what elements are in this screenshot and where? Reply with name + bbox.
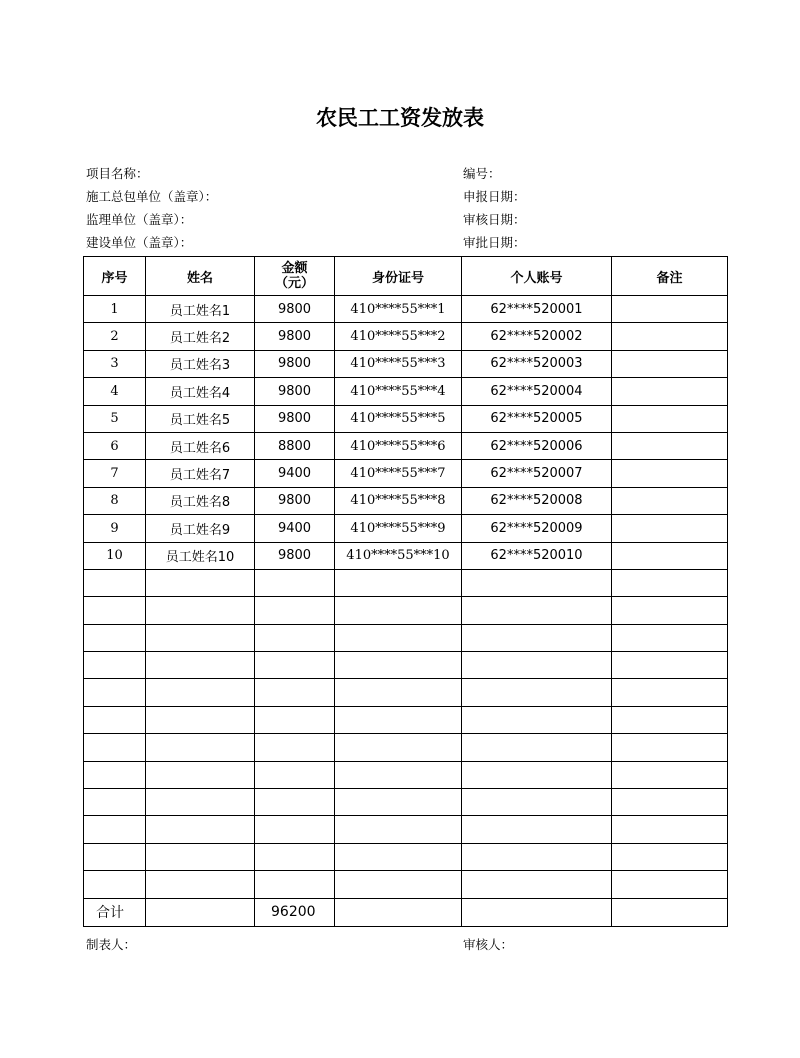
empty-cell — [462, 624, 612, 651]
empty-cell — [255, 734, 335, 761]
empty-cell — [335, 597, 462, 624]
empty-cell — [255, 624, 335, 651]
table-row — [84, 350, 728, 377]
empty-cell — [462, 597, 612, 624]
empty-cell — [612, 706, 728, 733]
empty-cell — [84, 706, 146, 733]
empty-cell — [146, 679, 255, 706]
maker-label: 制表人： — [86, 937, 137, 952]
empty-cell — [255, 871, 335, 898]
cell-amount: 9800 — [255, 405, 335, 432]
cell-amount: 9400 — [255, 460, 335, 487]
empty-cell — [612, 597, 728, 624]
empty-row — [84, 761, 728, 788]
cell-name: 员工姓名8 — [146, 487, 255, 514]
empty-cell — [146, 597, 255, 624]
cell-name: 员工姓名5 — [146, 405, 255, 432]
cell-seq: 5 — [84, 405, 146, 432]
empty-cell — [335, 624, 462, 651]
empty-cell — [84, 816, 146, 843]
cell-note — [612, 296, 728, 323]
empty-cell — [146, 624, 255, 651]
empty-cell — [84, 734, 146, 761]
table-body — [84, 296, 728, 927]
header-id-number: 身份证号 — [335, 257, 462, 296]
cell-seq: 7 — [84, 460, 146, 487]
cell-name: 员工姓名2 — [146, 323, 255, 350]
empty-row — [84, 843, 728, 870]
empty-cell — [84, 569, 146, 596]
cell-note — [612, 323, 728, 350]
empty-cell — [255, 843, 335, 870]
total-empty-cell — [335, 898, 462, 926]
cell-seq: 1 — [84, 296, 146, 323]
header-note: 备注 — [612, 257, 728, 296]
empty-row — [84, 679, 728, 706]
cell-name: 员工姓名6 — [146, 432, 255, 459]
cell-account: 62****520002 — [462, 323, 612, 350]
table-row — [84, 542, 728, 569]
empty-cell — [255, 761, 335, 788]
empty-cell — [146, 569, 255, 596]
cell-name: 员工姓名9 — [146, 515, 255, 542]
empty-cell — [335, 816, 462, 843]
empty-cell — [146, 652, 255, 679]
cell-seq: 3 — [84, 350, 146, 377]
cell-seq: 6 — [84, 432, 146, 459]
empty-cell — [335, 871, 462, 898]
construction-unit-label: 建设单位（盖章）： — [86, 235, 193, 250]
cell-note — [612, 487, 728, 514]
cell-id-number: 410****55***4 — [335, 378, 462, 405]
cell-id-number: 410****55***10 — [335, 542, 462, 569]
cell-account: 62****520003 — [462, 350, 612, 377]
cell-account: 62****520005 — [462, 405, 612, 432]
cell-name: 员工姓名4 — [146, 378, 255, 405]
header-name: 姓名 — [146, 257, 255, 296]
empty-row — [84, 816, 728, 843]
cell-id-number: 410****55***8 — [335, 487, 462, 514]
empty-row — [84, 871, 728, 898]
empty-cell — [462, 679, 612, 706]
cell-account: 62****520007 — [462, 460, 612, 487]
cell-account: 62****520008 — [462, 487, 612, 514]
empty-cell — [612, 843, 728, 870]
empty-cell — [335, 706, 462, 733]
total-empty-cell — [612, 898, 728, 926]
cell-id-number: 410****55***2 — [335, 323, 462, 350]
total-amount: 96200 — [255, 898, 335, 926]
cell-name: 员工姓名3 — [146, 350, 255, 377]
cell-note — [612, 350, 728, 377]
cell-amount: 9800 — [255, 296, 335, 323]
total-empty-cell — [462, 898, 612, 926]
page-title: 农民工工资发放表 — [316, 106, 484, 130]
cell-id-number: 410****55***7 — [335, 460, 462, 487]
empty-cell — [84, 789, 146, 816]
cell-seq: 9 — [84, 515, 146, 542]
empty-cell — [84, 871, 146, 898]
cell-account: 62****520010 — [462, 542, 612, 569]
empty-cell — [462, 789, 612, 816]
cell-id-number: 410****55***6 — [335, 432, 462, 459]
empty-cell — [612, 679, 728, 706]
empty-cell — [255, 569, 335, 596]
table-row — [84, 515, 728, 542]
table-row — [84, 487, 728, 514]
cell-seq: 10 — [84, 542, 146, 569]
empty-cell — [612, 624, 728, 651]
empty-cell — [612, 761, 728, 788]
empty-row — [84, 624, 728, 651]
empty-cell — [335, 679, 462, 706]
table-row — [84, 378, 728, 405]
table-row — [84, 460, 728, 487]
empty-cell — [84, 843, 146, 870]
empty-cell — [335, 569, 462, 596]
empty-cell — [84, 624, 146, 651]
table-header-row — [84, 257, 728, 296]
approval-date-label: 审批日期： — [463, 235, 526, 250]
cell-seq: 4 — [84, 378, 146, 405]
empty-cell — [462, 706, 612, 733]
empty-cell — [462, 652, 612, 679]
cell-account: 62****520001 — [462, 296, 612, 323]
empty-cell — [612, 569, 728, 596]
table-row — [84, 323, 728, 350]
empty-cell — [255, 679, 335, 706]
cell-amount: 9800 — [255, 350, 335, 377]
cell-note — [612, 542, 728, 569]
header-seq: 序号 — [84, 257, 146, 296]
empty-cell — [146, 843, 255, 870]
cell-account: 62****520009 — [462, 515, 612, 542]
cell-amount: 9800 — [255, 323, 335, 350]
empty-row — [84, 569, 728, 596]
empty-cell — [612, 789, 728, 816]
project-name-label: 项目名称： — [86, 166, 149, 181]
empty-row — [84, 652, 728, 679]
total-empty-cell — [146, 898, 255, 926]
empty-cell — [335, 843, 462, 870]
empty-cell — [335, 789, 462, 816]
cell-id-number: 410****55***3 — [335, 350, 462, 377]
empty-cell — [146, 871, 255, 898]
empty-cell — [462, 569, 612, 596]
total-row — [84, 898, 728, 926]
empty-row — [84, 789, 728, 816]
empty-cell — [612, 652, 728, 679]
total-label: 合计 — [84, 898, 146, 926]
general-contractor-label: 施工总包单位（盖章）： — [86, 189, 218, 204]
empty-cell — [335, 652, 462, 679]
cell-account: 62****520006 — [462, 432, 612, 459]
cell-id-number: 410****55***1 — [335, 296, 462, 323]
cell-amount: 8800 — [255, 432, 335, 459]
table-row — [84, 432, 728, 459]
cell-id-number: 410****55***9 — [335, 515, 462, 542]
empty-cell — [462, 871, 612, 898]
empty-cell — [612, 816, 728, 843]
empty-cell — [84, 597, 146, 624]
supervision-unit-label: 监理单位（盖章）： — [86, 212, 193, 227]
empty-cell — [255, 789, 335, 816]
cell-amount: 9800 — [255, 487, 335, 514]
cell-note — [612, 378, 728, 405]
empty-row — [84, 734, 728, 761]
cell-amount: 9400 — [255, 515, 335, 542]
cell-name: 员工姓名7 — [146, 460, 255, 487]
cell-seq: 8 — [84, 487, 146, 514]
table-row — [84, 405, 728, 432]
serial-number-label: 编号： — [463, 166, 501, 181]
header-amount: 金额（元） — [255, 257, 335, 296]
empty-cell — [84, 761, 146, 788]
empty-cell — [462, 761, 612, 788]
review-date-label: 审核日期： — [463, 212, 526, 227]
cell-seq: 2 — [84, 323, 146, 350]
empty-row — [84, 597, 728, 624]
empty-cell — [462, 843, 612, 870]
cell-amount: 9800 — [255, 542, 335, 569]
empty-cell — [146, 706, 255, 733]
empty-cell — [462, 734, 612, 761]
wage-table — [83, 256, 728, 927]
cell-note — [612, 515, 728, 542]
cell-note — [612, 460, 728, 487]
empty-cell — [84, 679, 146, 706]
cell-note — [612, 432, 728, 459]
empty-cell — [612, 734, 728, 761]
empty-cell — [255, 706, 335, 733]
empty-cell — [335, 734, 462, 761]
empty-cell — [255, 652, 335, 679]
empty-cell — [146, 734, 255, 761]
empty-cell — [84, 652, 146, 679]
cell-name: 员工姓名1 — [146, 296, 255, 323]
empty-cell — [255, 597, 335, 624]
reviewer-label: 审核人： — [463, 937, 514, 952]
cell-id-number: 410****55***5 — [335, 405, 462, 432]
cell-note — [612, 405, 728, 432]
header-account: 个人账号 — [462, 257, 612, 296]
cell-amount: 9800 — [255, 378, 335, 405]
cell-name: 员工姓名10 — [146, 542, 255, 569]
empty-cell — [146, 816, 255, 843]
empty-cell — [146, 789, 255, 816]
table-row — [84, 296, 728, 323]
empty-cell — [335, 761, 462, 788]
empty-cell — [462, 816, 612, 843]
empty-cell — [255, 816, 335, 843]
cell-account: 62****520004 — [462, 378, 612, 405]
empty-row — [84, 706, 728, 733]
empty-cell — [612, 871, 728, 898]
empty-cell — [146, 761, 255, 788]
report-date-label: 申报日期： — [463, 189, 526, 204]
